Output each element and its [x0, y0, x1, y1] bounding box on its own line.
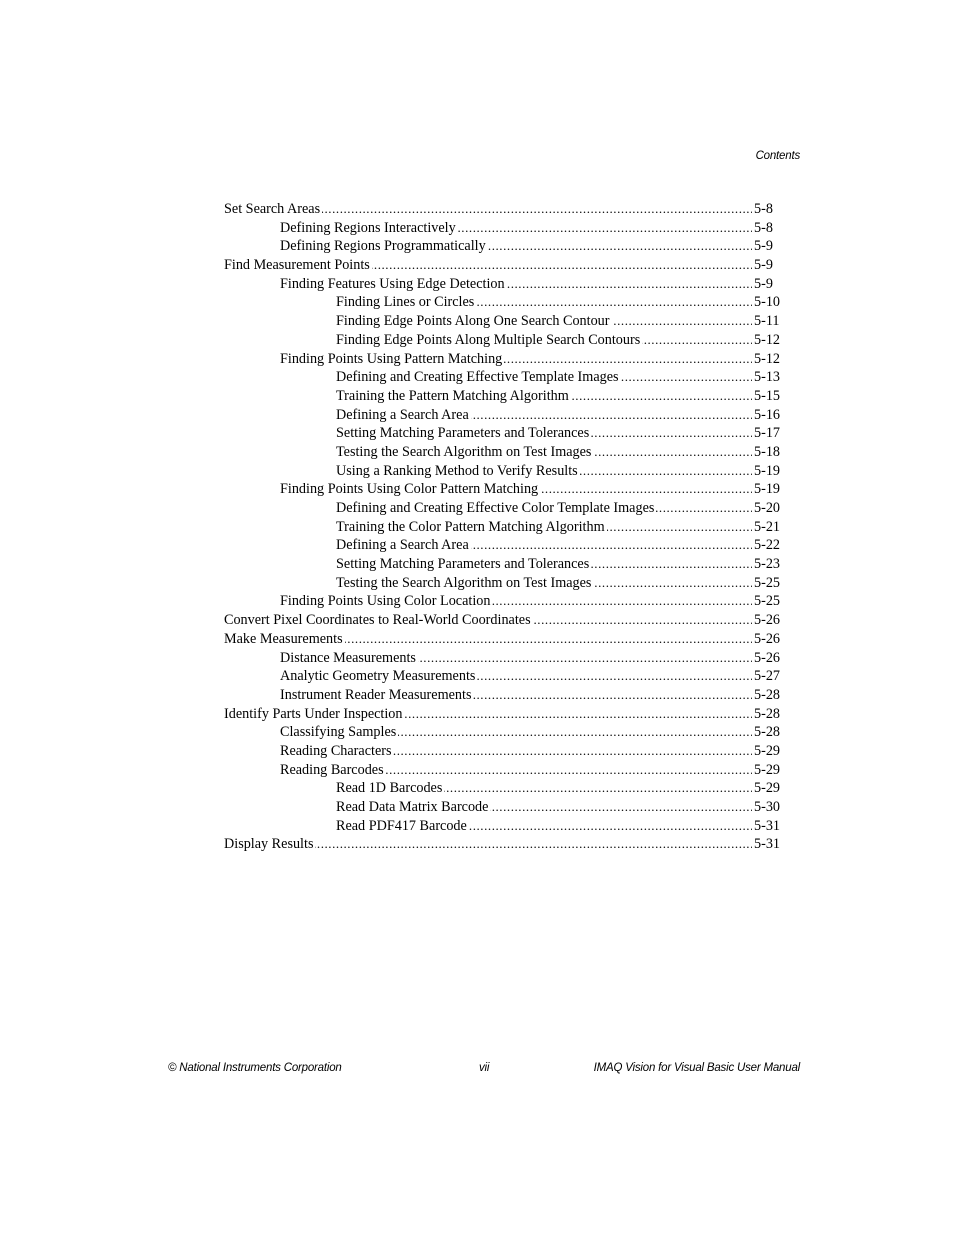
- toc-entry-title: Finding Points Using Pattern Matching: [280, 350, 503, 367]
- toc-entry[interactable]: [224, 237, 784, 256]
- toc-entry[interactable]: [224, 742, 784, 761]
- toc-entry-title: Read Data Matrix Barcode: [336, 799, 489, 815]
- toc-entry-page: 5-31: [754, 836, 781, 853]
- toc-entry-page: 5-30: [754, 799, 781, 815]
- toc-entry-page: 5-29: [754, 761, 781, 778]
- toc-dot-leader: [490, 798, 752, 817]
- toc-entry[interactable]: [224, 555, 784, 574]
- toc-entry-title: Defining and Creating Effective Template Images: [336, 369, 619, 386]
- toc-entry[interactable]: [224, 219, 784, 238]
- toc-entry-title: Finding Points Using Color Pattern Matching: [280, 481, 539, 498]
- table-of-contents: [224, 200, 784, 854]
- toc-entry[interactable]: [224, 443, 784, 462]
- toc-entry[interactable]: [224, 835, 784, 854]
- toc-entry[interactable]: [224, 480, 784, 499]
- toc-dot-leader: [504, 350, 752, 369]
- toc-entry-page: 5-25: [754, 574, 781, 591]
- toc-entry-title: Identify Parts Under Inspection: [224, 705, 403, 722]
- toc-entry-title: Find Measurement Points: [224, 257, 370, 274]
- toc-entry[interactable]: [224, 723, 784, 742]
- toc-entry-page: 5-9: [754, 257, 773, 274]
- toc-entry-page: 5-17: [754, 425, 781, 442]
- toc-entry[interactable]: [224, 779, 784, 798]
- toc-dot-leader: [593, 443, 752, 462]
- toc-entry-title: Training the Color Pattern Matching Algorithm: [336, 518, 605, 535]
- toc-entry[interactable]: [224, 312, 784, 331]
- toc-entry-title: Defining Regions Programmatically: [280, 238, 486, 255]
- toc-entry-title: Set Search Areas: [224, 201, 321, 217]
- toc-entry-title: Defining a Search Area: [336, 537, 469, 554]
- toc-entry-title: Testing the Search Algorithm on Test Images: [336, 443, 592, 460]
- toc-entry-title: Finding Edge Points Along Multiple Search Contours: [336, 331, 641, 348]
- toc-dot-leader: [471, 536, 752, 555]
- toc-dot-leader: [591, 555, 752, 574]
- toc-entry-page: 5-16: [754, 406, 781, 423]
- toc-entry-page: 5-10: [754, 294, 781, 311]
- toc-entry-title: Defining Regions Interactively: [280, 219, 456, 236]
- toc-entry-title: Using a Ranking Method to Verify Results: [336, 462, 578, 479]
- toc-entry-title: Setting Matching Parameters and Tolerances: [336, 425, 590, 442]
- toc-dot-leader: [418, 649, 752, 668]
- toc-dot-leader: [393, 742, 752, 761]
- toc-entry[interactable]: [224, 368, 784, 387]
- toc-entry-title: Finding Features Using Edge Detection: [280, 275, 505, 292]
- toc-dot-leader: [477, 667, 752, 686]
- toc-entry-title: Convert Pixel Coordinates to Real-World Coordinates: [224, 612, 531, 629]
- toc-entry[interactable]: [224, 817, 784, 836]
- toc-entry-page: 5-31: [754, 817, 781, 834]
- toc-entry[interactable]: [224, 574, 784, 593]
- toc-entry-page: 5-11: [754, 313, 780, 330]
- toc-entry-page: 5-15: [754, 387, 781, 404]
- footer-page-number: vii: [479, 1062, 490, 1074]
- toc-entry[interactable]: [224, 350, 784, 369]
- toc-dot-leader: [656, 499, 752, 518]
- toc-entry-page: 5-29: [754, 780, 781, 797]
- toc-entry[interactable]: [224, 649, 784, 668]
- toc-entry-title: Training the Pattern Matching Algorithm: [336, 387, 569, 404]
- toc-entry-page: 5-22: [754, 537, 781, 554]
- toc-entry[interactable]: [224, 387, 784, 406]
- toc-dot-leader: [315, 835, 752, 854]
- toc-entry[interactable]: [224, 293, 784, 312]
- toc-entry-page: 5-28: [754, 705, 781, 722]
- toc-entry-title: Finding Points Using Color Location: [280, 593, 491, 610]
- toc-entry[interactable]: [224, 406, 784, 425]
- toc-dot-leader: [404, 705, 752, 724]
- toc-entry-title: Finding Lines or Circles: [336, 294, 475, 311]
- toc-dot-leader: [591, 424, 752, 443]
- toc-entry-page: 5-26: [754, 612, 781, 629]
- toc-dot-leader: [469, 817, 752, 836]
- toc-entry-page: 5-13: [754, 369, 781, 386]
- toc-entry-page: 5-8: [754, 201, 773, 217]
- toc-entry-title: Instrument Reader Measurements: [280, 686, 472, 703]
- toc-dot-leader: [540, 480, 752, 499]
- toc-entry-page: 5-21: [754, 518, 781, 535]
- toc-entry-page: 5-12: [754, 350, 781, 367]
- toc-entry-title: Classifying Samples: [280, 724, 397, 741]
- toc-entry-title: Setting Matching Parameters and Tolerances: [336, 556, 590, 573]
- toc-dot-leader: [571, 387, 752, 406]
- toc-dot-leader: [533, 611, 752, 630]
- running-header: Contents: [755, 150, 800, 162]
- toc-entry[interactable]: [224, 424, 784, 443]
- toc-dot-leader: [372, 256, 752, 275]
- toc-entry-page: 5-23: [754, 556, 781, 573]
- toc-dot-leader: [473, 686, 752, 705]
- toc-entry-title: Defining a Search Area: [336, 406, 469, 423]
- toc-entry-title: Read 1D Barcodes: [336, 780, 443, 797]
- toc-entry[interactable]: [224, 462, 784, 481]
- toc-entry-title: Read PDF417 Barcode: [336, 817, 467, 834]
- toc-entry-page: 5-27: [754, 668, 781, 685]
- toc-entry[interactable]: [224, 256, 784, 275]
- toc-entry-title: Display Results: [224, 836, 314, 853]
- toc-entry[interactable]: [224, 630, 784, 649]
- toc-dot-leader: [593, 574, 752, 593]
- toc-entry-title: Make Measurements: [224, 630, 343, 647]
- toc-entry[interactable]: [224, 331, 784, 350]
- toc-entry-page: 5-29: [754, 742, 781, 759]
- footer-copyright: © National Instruments Corporation: [168, 1062, 342, 1074]
- toc-dot-leader: [322, 200, 752, 219]
- toc-entry-title: Reading Characters: [280, 742, 392, 759]
- toc-entry[interactable]: [224, 275, 784, 294]
- toc-entry-page: 5-25: [754, 593, 781, 610]
- toc-dot-leader: [507, 275, 752, 294]
- toc-entry[interactable]: [224, 200, 784, 219]
- toc-entry-title: Defining and Creating Effective Color Template Images: [336, 500, 655, 516]
- toc-entry-page: 5-19: [754, 481, 781, 498]
- toc-entry[interactable]: [224, 518, 784, 537]
- toc-dot-leader: [458, 219, 752, 238]
- toc-entry-title: Reading Barcodes: [280, 761, 384, 778]
- toc-entry-page: 5-26: [754, 649, 781, 666]
- footer-manual-title: IMAQ Vision for Visual Basic User Manual: [593, 1062, 800, 1074]
- toc-entry-title: Finding Edge Points Along One Search Contour: [336, 313, 610, 330]
- toc-dot-leader: [607, 518, 752, 537]
- toc-entry-page: 5-28: [754, 724, 781, 741]
- toc-dot-leader: [345, 630, 752, 649]
- toc-entry-page: 5-19: [754, 462, 781, 479]
- toc-dot-leader: [488, 237, 752, 256]
- toc-dot-leader: [444, 779, 752, 798]
- toc-dot-leader: [476, 293, 752, 312]
- toc-entry-page: 5-12: [754, 331, 781, 348]
- toc-entry-title: Testing the Search Algorithm on Test Images: [336, 574, 592, 591]
- toc-entry[interactable]: [224, 705, 784, 724]
- toc-dot-leader: [642, 331, 752, 350]
- toc-entry-page: 5-26: [754, 630, 781, 647]
- toc-dot-leader: [398, 723, 752, 742]
- toc-dot-leader: [492, 592, 752, 611]
- toc-dot-leader: [580, 462, 752, 481]
- toc-dot-leader: [386, 761, 752, 780]
- toc-entry-page: 5-20: [754, 500, 781, 516]
- toc-entry[interactable]: [224, 592, 784, 611]
- toc-entry-page: 5-8: [754, 219, 773, 236]
- toc-dot-leader: [471, 406, 752, 425]
- toc-entry[interactable]: [224, 686, 784, 705]
- toc-entry-title: Distance Measurements: [280, 649, 416, 666]
- toc-entry-title: Analytic Geometry Measurements: [280, 668, 476, 685]
- toc-entry[interactable]: [224, 611, 784, 630]
- toc-entry[interactable]: [224, 761, 784, 780]
- toc-entry-page: 5-28: [754, 686, 781, 703]
- toc-entry[interactable]: [224, 499, 784, 518]
- toc-entry-page: 5-9: [754, 238, 773, 255]
- toc-entry[interactable]: [224, 536, 784, 555]
- toc-entry[interactable]: [224, 798, 784, 817]
- toc-dot-leader: [612, 312, 753, 331]
- toc-entry-page: 5-9: [754, 275, 773, 292]
- toc-entry[interactable]: [224, 667, 784, 686]
- toc-entry-page: 5-18: [754, 443, 781, 460]
- toc-dot-leader: [621, 368, 752, 387]
